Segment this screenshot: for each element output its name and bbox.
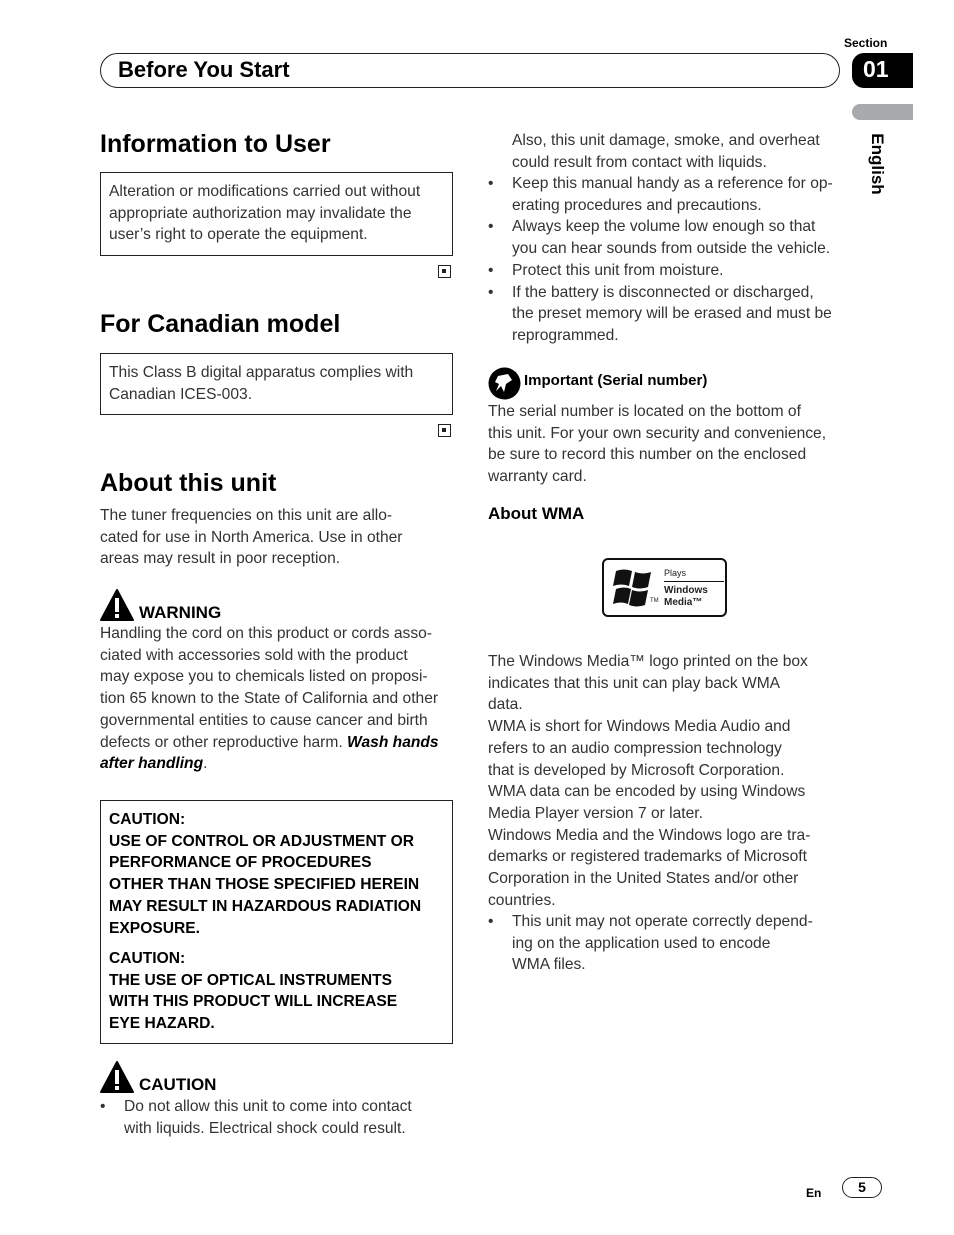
logo-plays: Plays bbox=[664, 568, 687, 578]
logo-tm: TM bbox=[650, 598, 659, 604]
chapter-title: Before You Start bbox=[118, 57, 290, 82]
canadian-model-title: For Canadian model bbox=[100, 310, 341, 338]
page-number: 5 bbox=[858, 1179, 866, 1195]
windows-media-logo bbox=[602, 558, 727, 617]
pushpin-icon bbox=[488, 367, 521, 400]
section-label: Section bbox=[844, 36, 888, 50]
warning-emphasis: Wash hands after handling bbox=[100, 733, 439, 773]
info-to-user-title: Information to User bbox=[100, 130, 331, 158]
info-to-user-box bbox=[100, 172, 453, 256]
caution-list bbox=[100, 1096, 460, 1139]
caution-box-text-2: CAUTION: THE USE OF OPTICAL INSTRUMENTS WITH THIS PRODUCT WILL INCREASE EYE HAZARD. bbox=[109, 950, 398, 1033]
list-item: • This unit may not operate correctly depend- ing on the application used to encode WMA files. bbox=[488, 911, 848, 976]
wma-text: The Windows Media™ logo printed on the box indicates that this unit can play back WMA data. WMA is short for Windows Media Audio and refers to an audio compression technology that is developed by Microsoft Corporation. WMA data can be encoded by using Windows Media Player version 7 or later. Windows Media and the Windows logo are tra- demarks or registered trademarks of Microsoft Corporation in the United States and/or other countries. bbox=[488, 653, 811, 909]
language-tab-bar bbox=[852, 104, 913, 120]
canadian-model-box bbox=[100, 353, 453, 415]
list-item: • Keep this manual handy as a reference for op- erating procedures and precautions. bbox=[488, 173, 848, 216]
important-text: The serial number is located on the bottom of this unit. For your own security and convenience, be sure to record this number on the enclosed warranty card. bbox=[488, 403, 827, 486]
list-item: • Protect this unit from moisture. bbox=[488, 260, 848, 282]
section-number-badge bbox=[852, 53, 913, 88]
warning-icon bbox=[100, 589, 134, 621]
caution-icon bbox=[100, 1061, 134, 1093]
page-number-badge bbox=[842, 1177, 882, 1198]
warning-label: WARNING bbox=[139, 603, 222, 622]
logo-media: Media™ bbox=[664, 597, 703, 608]
caution-box bbox=[100, 800, 453, 1044]
about-unit-title: About this unit bbox=[100, 469, 277, 497]
section-number: 01 bbox=[863, 56, 889, 82]
warning-body: Handling the cord on this product or cords asso- ciated with accessories sold with the product may expose you to chemicals listed on proposi- tion 65 known to the State of California and other governmental entities to cause cancer and birth defects or other reproductive harm. bbox=[100, 625, 439, 751]
wma-list bbox=[488, 911, 848, 976]
precautions-list bbox=[488, 173, 848, 347]
list-item: • Do not allow this unit to come into contact with liquids. Electrical shock could result. bbox=[100, 1096, 460, 1139]
caution-box-text-1: CAUTION: USE OF CONTROL OR ADJUSTMENT OR PERFORMANCE OF PROCEDURES OTHER THAN THOSE SPECIFIED HEREIN MAY RESULT IN HAZARDOUS RADIATION EXPOSURE. bbox=[109, 811, 422, 937]
warning-end: . bbox=[203, 755, 208, 773]
important-label: Important (Serial number) bbox=[524, 372, 708, 389]
section-end-icon bbox=[438, 424, 451, 437]
about-unit-text: The tuner frequencies on this unit are allo- cated for use in North America. Use in other areas may result in poor reception. bbox=[100, 507, 403, 568]
logo-divider bbox=[664, 581, 724, 582]
list-item: • If the battery is disconnected or discharged, the preset memory will be erased and must be reprogrammed. bbox=[488, 282, 848, 347]
section-end-icon bbox=[438, 265, 451, 278]
canadian-model-text: This Class B digital apparatus complies with Canadian ICES-003. bbox=[109, 364, 414, 403]
info-to-user-text: Alteration or modifications carried out without appropriate authorization may invalidate the user’s right to operate the equipment. bbox=[109, 183, 421, 244]
warning-text bbox=[100, 623, 460, 775]
language-label: English bbox=[868, 133, 887, 195]
list-item: • Always keep the volume low enough so that you can hear sounds from outside the vehicle. bbox=[488, 216, 848, 259]
chapter-header bbox=[100, 53, 840, 88]
footer-language-code: En bbox=[806, 1186, 822, 1200]
continued-text: Also, this unit damage, smoke, and overheat could result from contact with liquids. bbox=[512, 132, 820, 171]
caution-label: CAUTION bbox=[139, 1075, 217, 1094]
about-wma-title: About WMA bbox=[488, 504, 585, 523]
logo-windows: Windows bbox=[664, 585, 708, 596]
